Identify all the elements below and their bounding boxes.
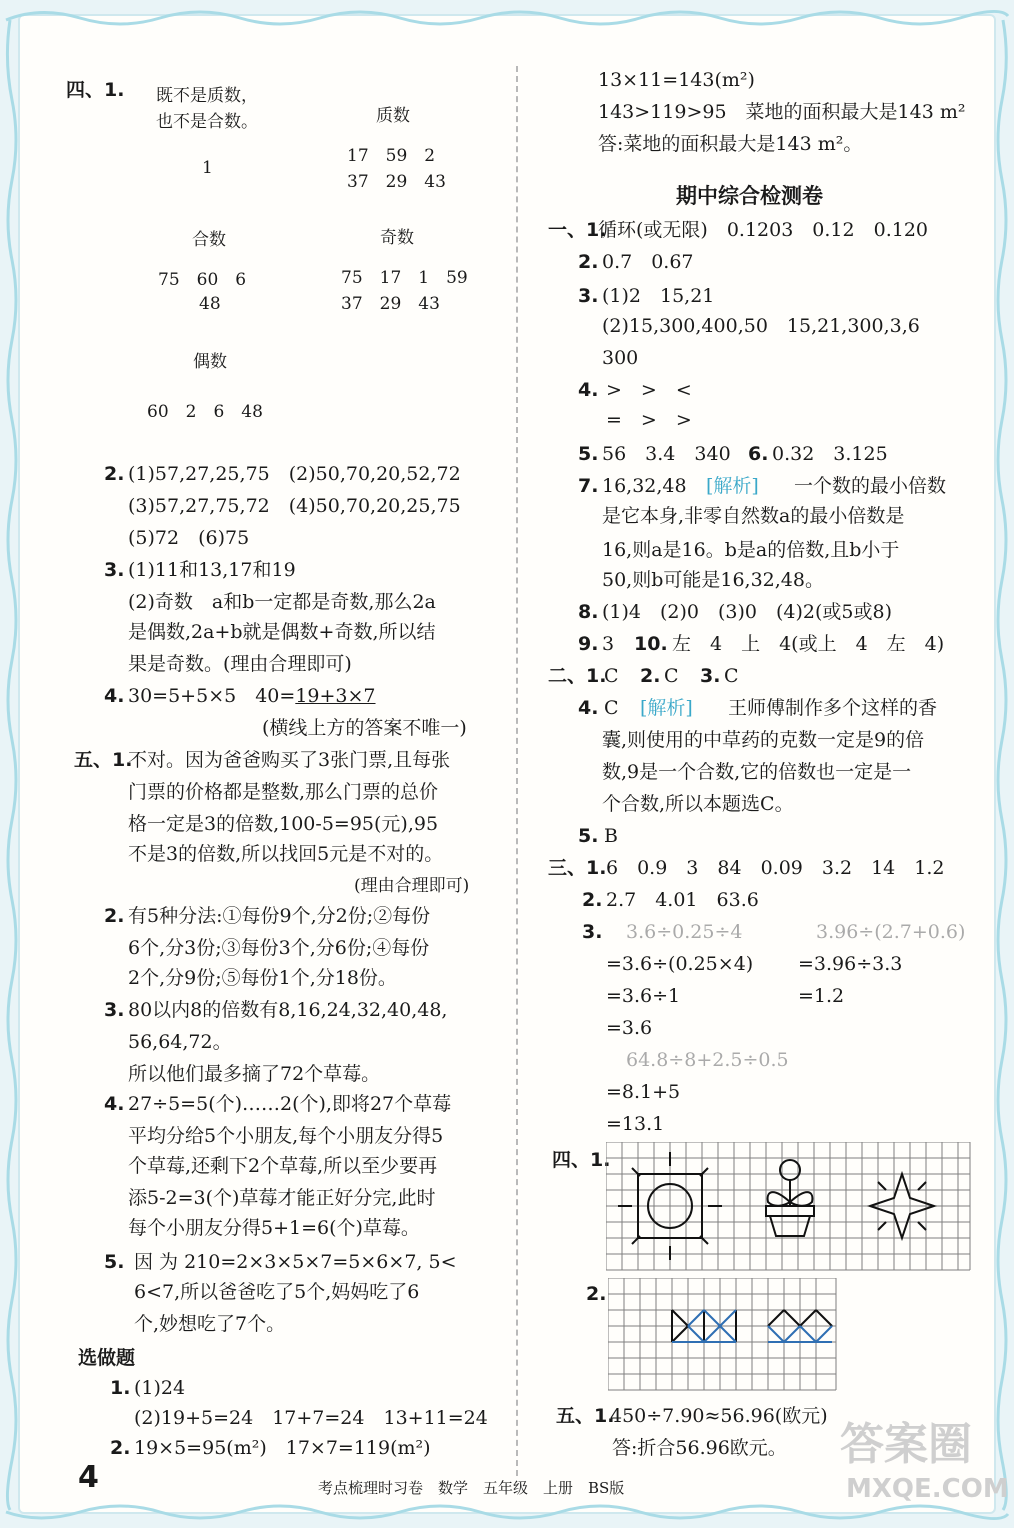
s5q4-number: 4. xyxy=(104,1093,125,1115)
r2-q4-line-3: 数,9是一个合数,它的倍数也一定是一 xyxy=(602,761,912,783)
s5q4-line-2: 平均分给5个小朋友,每个小朋友分得5 xyxy=(128,1125,444,1147)
page-number: 4 xyxy=(78,1460,99,1495)
s5q1-line-1: 不对。因为爸爸购买了3张门票,且每张 xyxy=(128,749,451,771)
q3-line-1: (1)11和13,17和19 xyxy=(128,559,296,581)
watermark-logo: 答案圈 xyxy=(840,1419,972,1470)
drawing-grid-2 xyxy=(608,1278,838,1396)
prime-row-2: 37 29 43 xyxy=(347,172,446,192)
r3-label: 三、1. xyxy=(548,857,607,879)
r2-q4-number: 4. xyxy=(578,697,599,719)
even-row-1: 60 2 6 48 xyxy=(147,402,263,422)
drawing-grid-1 xyxy=(606,1142,972,1272)
r2-q4-line-2: 囊,则使用的中草药的克数一定是9的倍 xyxy=(602,729,925,751)
neither-label-line2: 也不是合数。 xyxy=(156,112,258,132)
r2-q4-line-1: 王师傅制作多个这样的香 xyxy=(728,697,938,719)
carry-line-3: 答:菜地的面积最大是143 m²。 xyxy=(598,133,863,155)
r1-q7-line-3: 16,则a是16。b是a的倍数,且b小于 xyxy=(602,539,900,561)
r1-q2-number: 2. xyxy=(578,251,599,273)
q4-note: (横线上方的答案不唯一) xyxy=(262,717,467,739)
r1-q3-line-1: (1)2 15,21 xyxy=(602,285,715,307)
opt-q2-line-1: 19×5=95(m²) 17×7=119(m²) xyxy=(134,1437,431,1459)
q3-line-2: (2)奇数 a和b一定都是奇数,那么2a xyxy=(128,591,436,613)
r1-q4-line-2: = > > xyxy=(606,409,692,431)
s5q5-line-2: 6<7,所以爸爸吃了5个,妈妈吃了6 xyxy=(134,1281,420,1303)
r2-q5-number: 5. xyxy=(578,825,599,847)
optional-title: 选做题 xyxy=(78,1347,136,1369)
r2-q1-answer: C xyxy=(604,665,619,687)
expr-2: 3.96÷(2.7+0.6) xyxy=(816,921,966,943)
expr-1-step-3: =3.6 xyxy=(606,1017,653,1039)
neither-value: 1 xyxy=(202,158,213,178)
opt-q1-line-1: (1)24 xyxy=(134,1377,186,1399)
q4-number: 4. xyxy=(104,685,125,707)
r5-line-1: 450÷7.90≈56.96(欧元) xyxy=(610,1405,828,1427)
carry-line-2: 143>119>95 菜地的面积最大是143 m² xyxy=(598,101,966,123)
s5q1-line-2: 门票的价格都是整数,那么门票的总价 xyxy=(128,781,439,803)
q2-number: 2. xyxy=(104,463,125,485)
r2-q2-number: 2. xyxy=(640,665,661,687)
q3-line-3: 是偶数,2a+b就是偶数+奇数,所以结 xyxy=(128,621,436,643)
s5q2-number: 2. xyxy=(104,905,125,927)
q3-number: 3. xyxy=(104,559,125,581)
s5q4-line-1: 27÷5=5(个)……2(个),即将27个草莓 xyxy=(128,1093,452,1115)
r1-q7-line-2: 是它本身,非零自然数a的最小倍数是 xyxy=(602,505,905,527)
s5q1-note: (理由合理即可) xyxy=(354,876,470,896)
s5q2-line-2: 6个,分3份;③每份3个,分6份;④每份 xyxy=(128,937,430,959)
odd-row-1: 75 17 1 59 xyxy=(341,268,468,288)
watermark-url: MXQE.COM xyxy=(846,1474,1009,1504)
q3-line-4: 果是奇数。(理由合理即可) xyxy=(128,653,352,675)
s5q5-line-1: 因 为 210=2×3×5×7=5×6×7, 5< xyxy=(134,1251,457,1273)
s5q5-number: 5. xyxy=(104,1251,125,1273)
section-5-1-label: 五、1. xyxy=(74,749,133,771)
r1-label: 一、1. xyxy=(548,219,607,241)
odd-row-2: 37 29 43 xyxy=(341,294,440,314)
r2-q5-answer: B xyxy=(604,825,618,847)
r3-q1-answer: 6 0.9 3 84 0.09 3.2 14 1.2 xyxy=(606,857,945,879)
r1-q4-number: 4. xyxy=(578,379,599,401)
composite-row-2: 48 xyxy=(199,294,221,314)
expr-1-step-2: =3.6÷1 xyxy=(606,985,681,1007)
s5q1-line-4: 不是3的倍数,所以找回5元是不对的。 xyxy=(128,843,444,865)
s5q2-line-1: 有5种分法:①每份9个,分2份;②每份 xyxy=(128,905,431,927)
r1-q8-answer: (1)4 (2)0 (3)0 (4)2(或5或8) xyxy=(602,601,893,623)
s5q3-line-3: 所以他们最多摘了72个草莓。 xyxy=(128,1063,381,1085)
r1-q8-number: 8. xyxy=(578,601,599,623)
opt-q2-number: 2. xyxy=(110,1437,131,1459)
q2-line-3: (5)72 (6)75 xyxy=(128,527,250,549)
q2-line-2: (3)57,27,75,72 (4)50,70,20,25,75 xyxy=(128,495,461,517)
r1-q7-number: 7. xyxy=(578,475,599,497)
r3-q3-number: 3. xyxy=(582,921,603,943)
expr-2-step-1: =3.96÷3.3 xyxy=(798,953,903,975)
carry-line-1: 13×11=143(m²) xyxy=(598,69,755,91)
composite-label: 合数 xyxy=(192,230,226,250)
r1-q9-answer: 3 xyxy=(602,633,615,655)
r1-q9-number: 9. xyxy=(578,633,599,655)
r3-q2-number: 2. xyxy=(582,889,603,911)
r2-q2-answer: C xyxy=(664,665,679,687)
r2-q3-answer: C xyxy=(724,665,739,687)
r5-label: 五、1. xyxy=(556,1405,615,1427)
r1-q6-number: 6. xyxy=(748,443,769,465)
s5q1-line-3: 格一定是3的倍数,100-5=95(元),95 xyxy=(128,813,439,835)
r1-q10-answer: 左 4 上 4(或上 4 左 4) xyxy=(672,633,945,655)
s5q3-line-2: 56,64,72。 xyxy=(128,1031,232,1053)
column-divider xyxy=(516,66,518,1476)
r5-line-2: 答:折合56.96欧元。 xyxy=(612,1437,787,1459)
footer-text: 考点梳理时习卷 数学 五年级 上册 BS版 xyxy=(318,1479,625,1497)
expr-3-step-1: =8.1+5 xyxy=(606,1081,681,1103)
prime-row-1: 17 59 2 xyxy=(347,146,436,166)
section-4-1-label: 四、1. xyxy=(66,79,125,101)
s5q4-line-5: 每个小朋友分得5+1=6(个)草莓。 xyxy=(128,1217,420,1239)
opt-q1-line-2: (2)19+5=24 17+7=24 13+11=24 xyxy=(134,1407,488,1429)
s5q5-line-3: 个,妙想吃了7个。 xyxy=(134,1313,286,1335)
r1-q4-line-1: > > < xyxy=(606,379,692,401)
r1-q2-answer: 0.7 0.67 xyxy=(602,251,694,273)
r2-q4-answer: C xyxy=(604,697,619,719)
s5q4-line-3: 个草莓,还剩下2个草莓,所以至少要再 xyxy=(128,1155,438,1177)
q2-line-1: (1)57,27,25,75 (2)50,70,20,52,72 xyxy=(128,463,461,485)
exam-title: 期中综合检测卷 xyxy=(676,184,823,208)
r2-q3-number: 3. xyxy=(700,665,721,687)
r1-q3-line-3: 300 xyxy=(602,347,639,369)
even-label: 偶数 xyxy=(193,352,227,372)
r1-q7-line-1: 一个数的最小倍数 xyxy=(794,475,947,497)
expr-1-step-1: =3.6÷(0.25×4) xyxy=(606,953,754,975)
q4-line-1 xyxy=(128,684,376,708)
expr-1: 3.6÷0.25÷4 xyxy=(626,921,743,943)
s5q4-line-4: 添5-2=3(个)草莓才能正好分完,此时 xyxy=(128,1187,436,1209)
expr-3-step-2: =13.1 xyxy=(606,1113,665,1135)
q4-blank-answer: 19+3×7 xyxy=(295,685,376,707)
r1-q7-line-4: 50,则b可能是16,32,48。 xyxy=(602,569,824,591)
r1-line-1: 循环(或无限) 0.1203 0.12 0.120 xyxy=(598,219,929,241)
r1-q5-number: 5. xyxy=(578,443,599,465)
r3-q2-answer: 2.7 4.01 63.6 xyxy=(606,889,759,911)
r1-q3-line-2: (2)15,300,400,50 15,21,300,3,6 xyxy=(602,315,920,337)
analysis-tag-q4: [解析] xyxy=(640,697,693,719)
r1-q6-answer: 0.32 3.125 xyxy=(772,443,888,465)
r4-q2-number: 2. xyxy=(586,1283,607,1305)
composite-row-1: 75 60 6 xyxy=(158,270,247,290)
r4-label: 四、1. xyxy=(552,1149,611,1171)
r1-q3-number: 3. xyxy=(578,285,599,307)
s5q2-line-3: 2个,分9份;⑤每份1个,分18份。 xyxy=(128,967,397,989)
r1-q7-answer: 16,32,48 xyxy=(602,475,687,497)
neither-label-line1: 既不是质数， xyxy=(156,86,258,106)
flowerpot-figure xyxy=(766,1160,814,1236)
expr-2-step-2: =1.2 xyxy=(798,985,845,1007)
r2-q4-line-4: 个合数,所以本题选C。 xyxy=(602,793,794,815)
s5q3-number: 3. xyxy=(104,999,125,1021)
r1-q10-number: 10. xyxy=(634,633,668,655)
prime-label: 质数 xyxy=(376,106,410,126)
analysis-tag-q7: [解析] xyxy=(706,475,759,497)
r1-q5-answer: 56 3.4 340 xyxy=(602,443,731,465)
expr-3: 64.8÷8+2.5÷0.5 xyxy=(626,1049,789,1071)
r2-label: 二、1. xyxy=(548,665,607,687)
q4-equation: 30=5+5×5 40= xyxy=(128,685,296,707)
odd-label: 奇数 xyxy=(380,228,414,248)
opt-q1-number: 1. xyxy=(110,1377,131,1399)
s5q3-line-1: 80以内8的倍数有8,16,24,32,40,48, xyxy=(128,999,448,1021)
